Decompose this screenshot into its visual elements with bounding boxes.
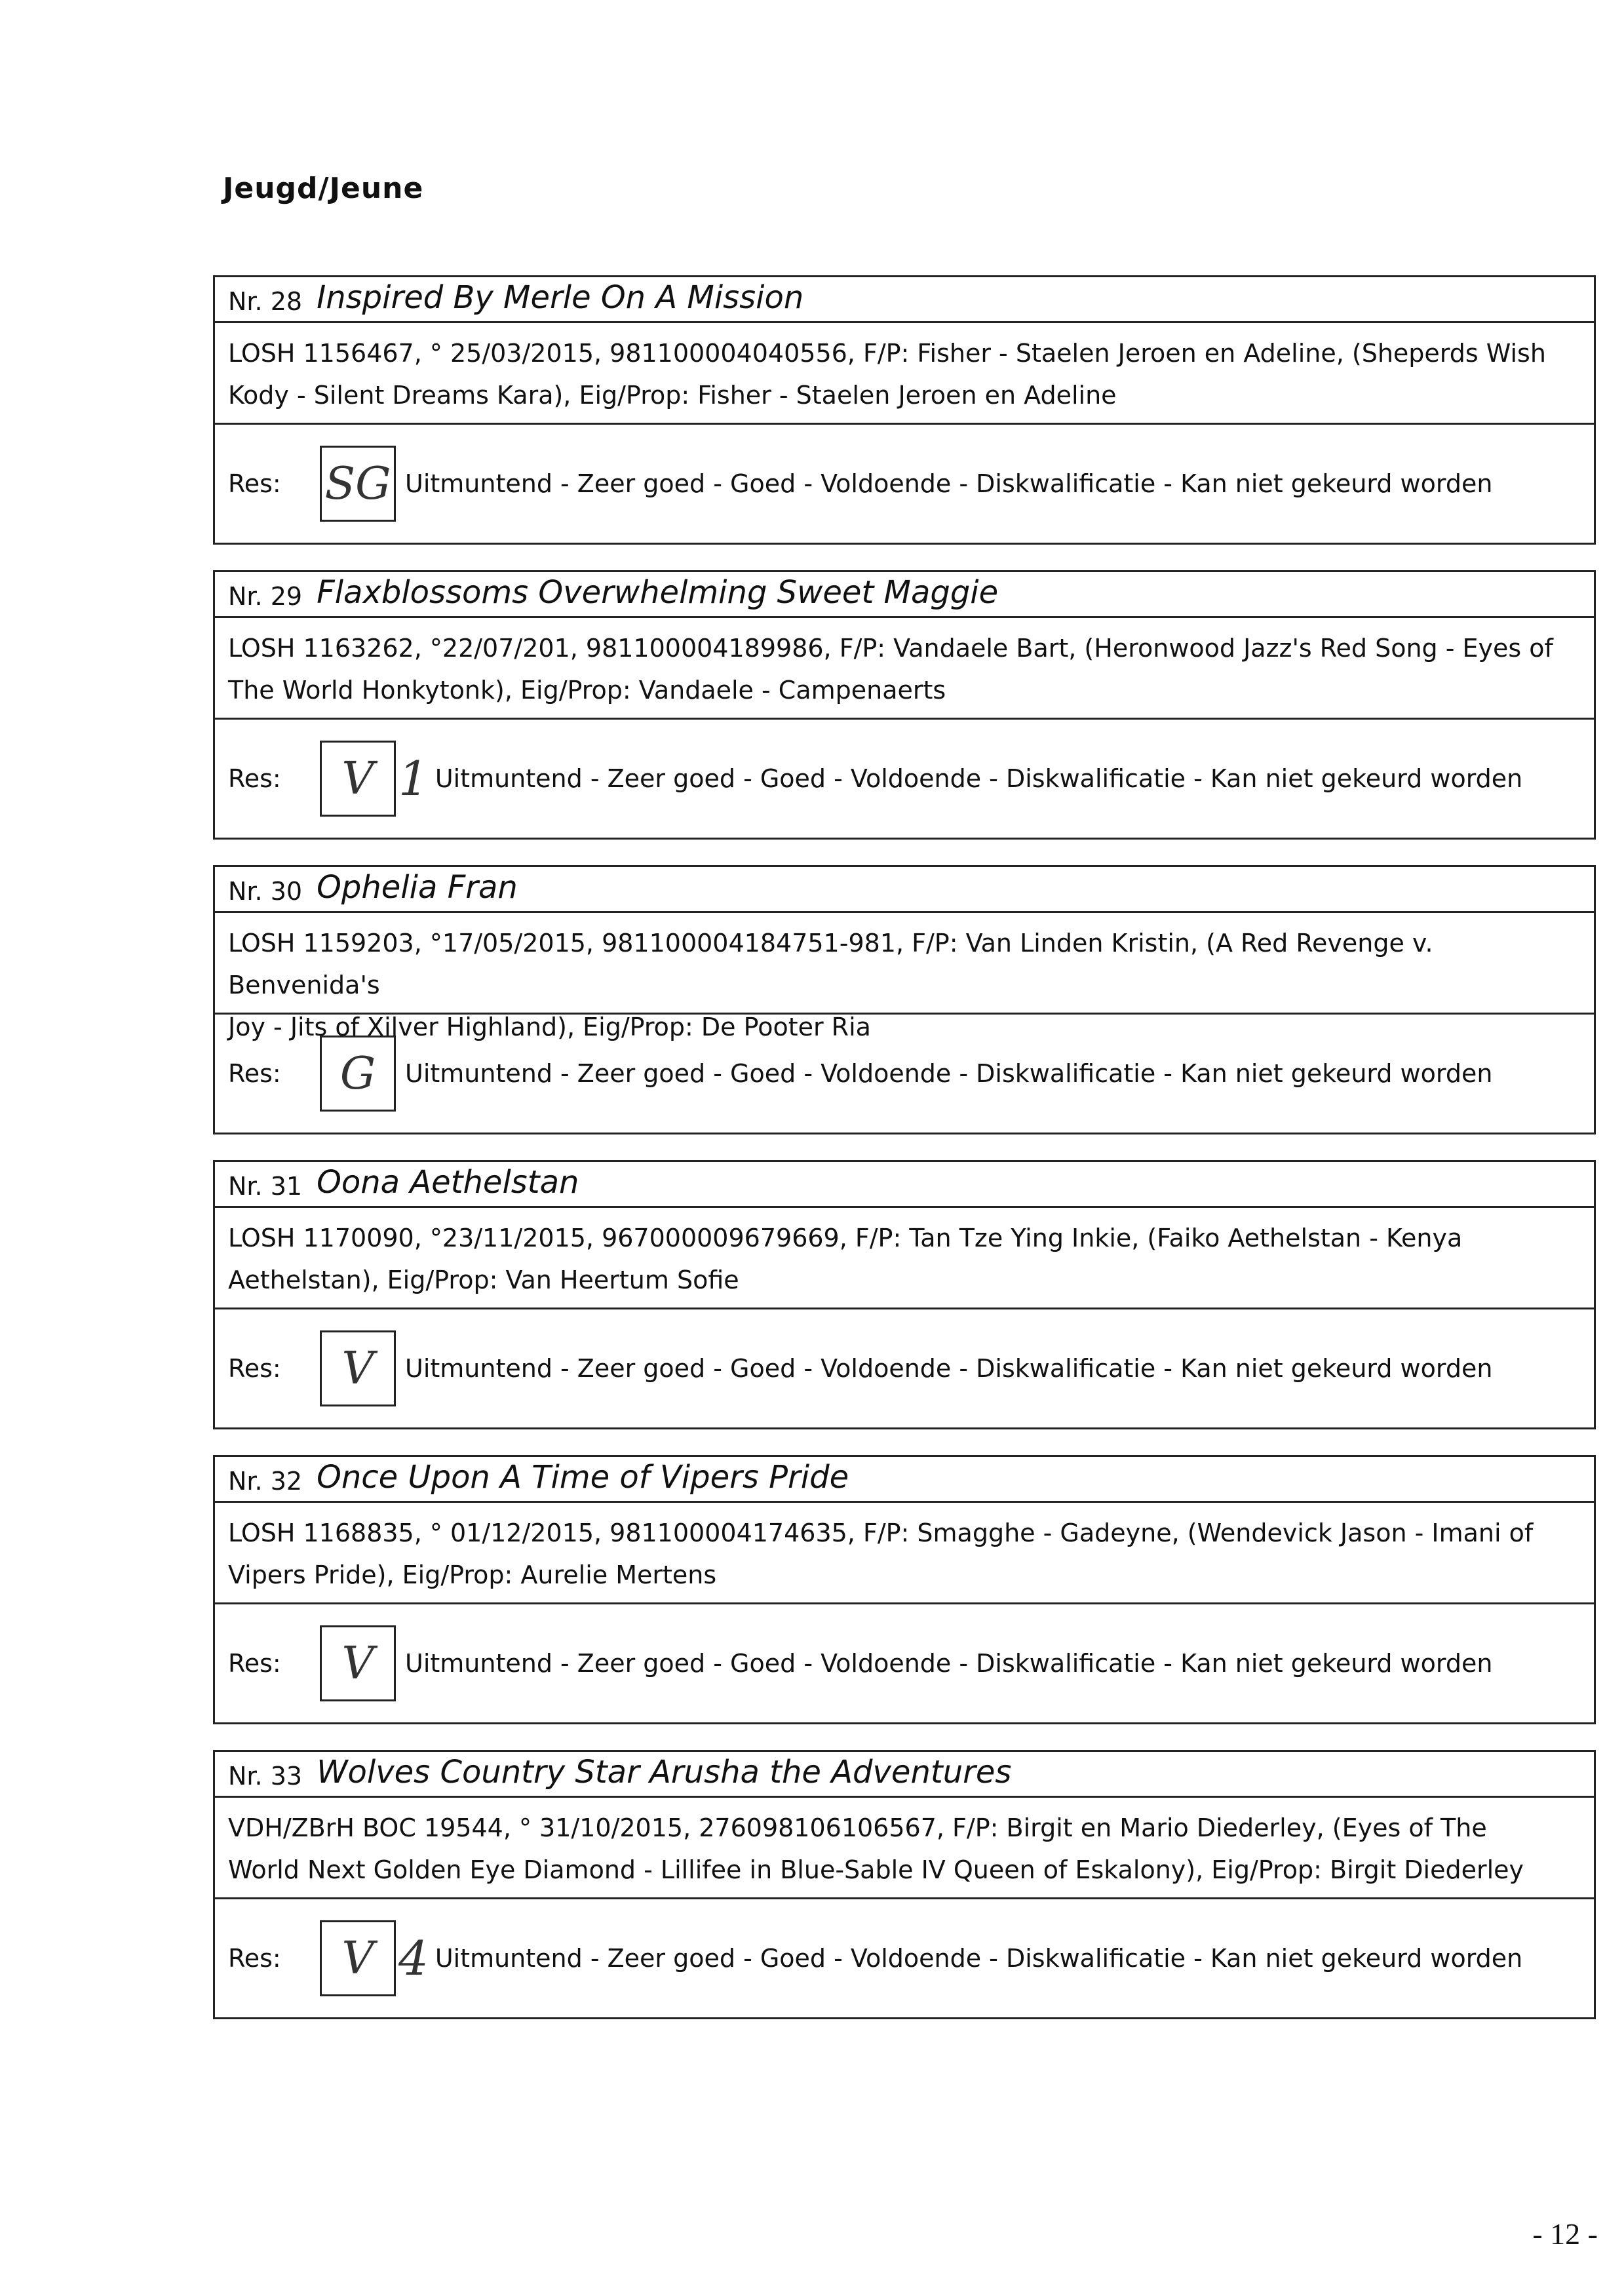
entry-number: Nr. 33 [228,1762,303,1791]
dog-name: Flaxblossoms Overwhelming Sweet Maggie [317,574,999,611]
res-label: Res: [228,1944,281,1973]
page-number: - 12 - [1532,2217,1598,2251]
details-line-1: LOSH 1168835, ° 01/12/2015, 981100004174635, F/P: Smagghe - Gadeyne, (Wendevick Jason - Imani of [228,1519,1534,1547]
grading-scale: Uitmuntend - Zeer goed - Goed - Voldoende - Diskwalificatie - Kan niet gekeurd worden [405,469,1493,498]
grading-scale: Uitmuntend - Zeer goed - Goed - Voldoende - Diskwalificatie - Kan niet gekeurd worden [435,764,1523,793]
grading-scale: Uitmuntend - Zeer goed - Goed - Voldoende - Diskwalificatie - Kan niet gekeurd worden [405,1354,1493,1383]
entry-number: Nr. 30 [228,877,303,906]
details-line-2: The World Honkytonk), Eig/Prop: Vandaele - Campenaerts [228,676,946,705]
entry-29 [213,570,1596,840]
handwritten-mark: 1 [398,751,429,806]
details-line-2: Aethelstan), Eig/Prop: Van Heertum Sofie [228,1266,739,1294]
page-title: Jeugd/Jeune [223,172,424,205]
res-label: Res: [228,764,281,793]
result-box: V [320,1330,396,1406]
res-label: Res: [228,1059,281,1088]
details-line-1: LOSH 1170090, °23/11/2015, 967000009679669, F/P: Tan Tze Ying Inkie, (Faiko Aethelstan - Kenya [228,1224,1463,1252]
details-line-2: World Next Golden Eye Diamond - Lillifee in Blue-Sable IV Queen of Eskalony), Eig/Prop: Birgit Diederley [228,1855,1524,1884]
res-label: Res: [228,469,281,498]
result-box: SG [320,446,396,522]
dog-name: Wolves Country Star Arusha the Adventures [317,1754,1012,1791]
details-line-1: LOSH 1156467, ° 25/03/2015, 981100004040556, F/P: Fisher - Staelen Jeroen en Adeline, (Sheperds Wish [228,339,1546,368]
entry-number: Nr. 31 [228,1172,303,1201]
details-line-1: LOSH 1163262, °22/07/201, 981100004189986, F/P: Vandaele Bart, (Heronwood Jazz's Red Song - Eyes of [228,634,1553,663]
details-line-2: Kody - Silent Dreams Kara), Eig/Prop: Fisher - Staelen Jeroen en Adeline [228,381,1117,410]
details-line-2: Vipers Pride), Eig/Prop: Aurelie Mertens [228,1560,717,1589]
handwritten-mark: 4 [398,1931,429,1986]
entry-30 [213,865,1596,1134]
result-box: V [320,1625,396,1701]
entry-32 [213,1455,1596,1724]
details-line-2: Joy - Jits of Xilver Highland), Eig/Prop: De Pooter Ria [228,1013,871,1041]
dog-name: Oona Aethelstan [317,1164,579,1201]
details-line-1: LOSH 1159203, °17/05/2015, 981100004184751-981, F/P: Van Linden Kristin, (A Red Revenge v. Benvenida's [228,929,1433,999]
res-label: Res: [228,1354,281,1383]
grading-scale: Uitmuntend - Zeer goed - Goed - Voldoende - Diskwalificatie - Kan niet gekeurd worden [435,1944,1523,1973]
dog-name: Ophelia Fran [317,869,518,906]
dog-name: Once Upon A Time of Vipers Pride [317,1459,849,1496]
dog-name: Inspired By Merle On A Mission [317,279,804,316]
entry-28 [213,275,1596,545]
res-label: Res: [228,1649,281,1678]
entry-number: Nr. 28 [228,287,303,316]
result-box: G [320,1036,396,1112]
entry-33 [213,1750,1596,2019]
entry-number: Nr. 32 [228,1467,303,1496]
entry-31 [213,1160,1596,1429]
result-box: V [320,1920,396,1996]
grading-scale: Uitmuntend - Zeer goed - Goed - Voldoende - Diskwalificatie - Kan niet gekeurd worden [405,1649,1493,1678]
result-box: V [320,741,396,817]
grading-scale: Uitmuntend - Zeer goed - Goed - Voldoende - Diskwalificatie - Kan niet gekeurd worden [405,1059,1493,1088]
entry-number: Nr. 29 [228,582,303,611]
details-line-1: VDH/ZBrH BOC 19544, ° 31/10/2015, 276098106106567, F/P: Birgit en Mario Diederley, (Eyes of The [228,1813,1487,1842]
